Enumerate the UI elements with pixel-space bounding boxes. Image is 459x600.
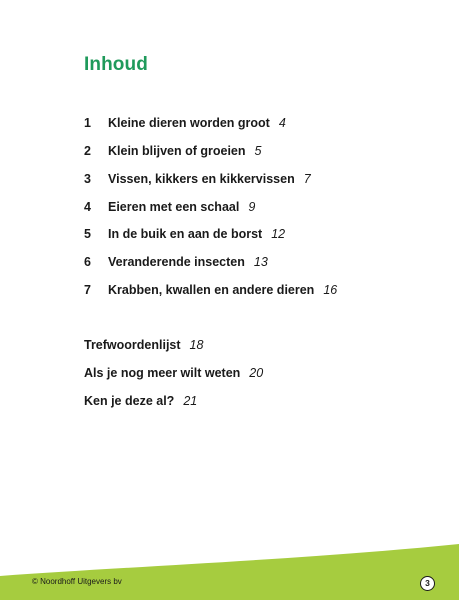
toc-entry-title: Klein blijven of groeien [108, 144, 246, 158]
toc-entry-page: 16 [323, 283, 338, 297]
toc-extra-quiz[interactable] [84, 392, 197, 410]
toc-entry-page: 12 [271, 227, 286, 241]
toc-extra-title: Trefwoordenlijst [84, 338, 181, 352]
toc-entry-1[interactable] [84, 114, 286, 132]
toc-entry-number: 4 [84, 200, 91, 214]
toc-entry-4[interactable] [84, 198, 255, 216]
toc-entry-number: 5 [84, 227, 91, 241]
toc-extra-page: 21 [183, 394, 198, 408]
toc-entry-page: 9 [248, 200, 256, 214]
toc-entry-title: Vissen, kikkers en kikkervissen [108, 172, 295, 186]
toc-entry-number: 1 [84, 116, 91, 130]
toc-extra-page: 18 [189, 338, 204, 352]
page-title: Inhoud [84, 54, 148, 75]
toc-entry-6[interactable] [84, 253, 268, 271]
toc-entry-page: 13 [253, 255, 268, 269]
toc-extra-title: Ken je deze al? [84, 394, 175, 408]
toc-extra-title: Als je nog meer wilt weten [84, 366, 241, 380]
toc-entry-title: In de buik en aan de borst [108, 227, 263, 241]
toc-entry-number: 2 [84, 144, 91, 158]
toc-entry-number: 7 [84, 283, 91, 297]
toc-extra-further-reading[interactable] [84, 364, 263, 382]
toc-extra-page: 20 [249, 366, 264, 380]
toc-entry-page: 7 [303, 172, 311, 186]
toc-entry-title: Eieren met een schaal [108, 200, 240, 214]
footer-wave-shape [0, 540, 459, 600]
toc-extra-index[interactable] [84, 336, 203, 354]
toc-entry-title: Veranderende insecten [108, 255, 245, 269]
toc-entry-2[interactable] [84, 142, 261, 160]
toc-entry-title: Kleine dieren worden groot [108, 116, 270, 130]
footer-wave [0, 540, 459, 600]
toc-entry-5[interactable] [84, 225, 285, 243]
toc-entry-number: 3 [84, 172, 91, 186]
copyright-notice: © Noordhoff Uitgevers bv [32, 577, 122, 586]
toc-entry-number: 6 [84, 255, 91, 269]
toc-entry-title: Krabben, kwallen en andere dieren [108, 283, 315, 297]
toc-entry-page: 5 [254, 144, 262, 158]
page-number-badge: 3 [420, 576, 435, 591]
toc-entry-7[interactable] [84, 281, 337, 299]
toc-entry-page: 4 [278, 116, 286, 130]
toc-entry-3[interactable] [84, 170, 311, 188]
